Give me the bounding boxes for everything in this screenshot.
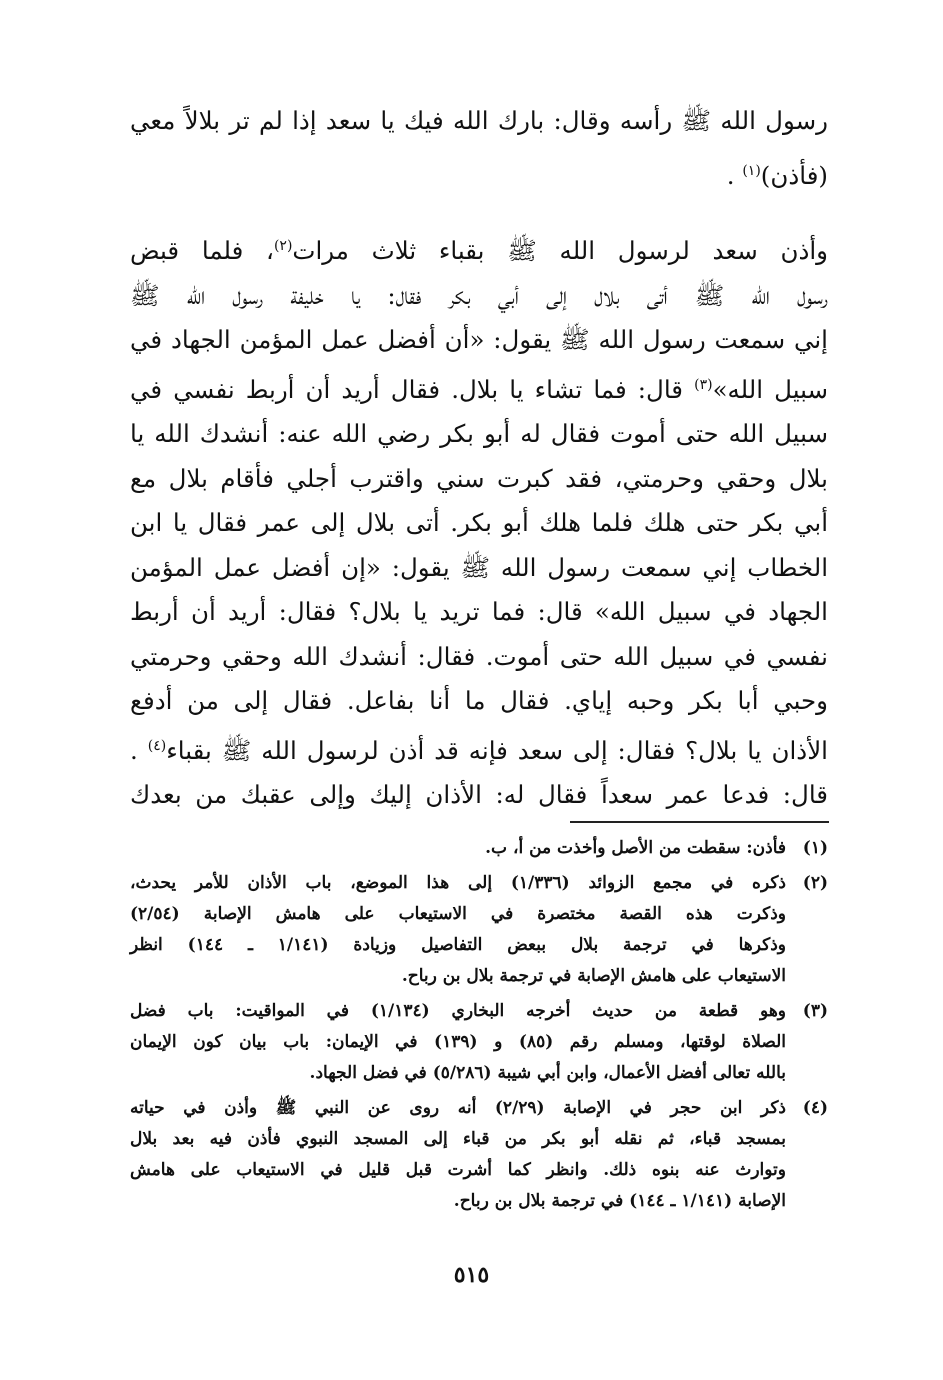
text-line: نفسي في سبيل الله حتى أموت. فقال: أنشدك الله وحقي وحرمتي: [130, 641, 828, 671]
text-line: وحبي أبا بكر وحبه إياي. فقال ما أنا بفاعل. فقال إلى من أدفع: [130, 686, 828, 716]
text-line: سبيل الله حتى أموت فقال له أبو بكر رضي الله عنه: أنشدك الله يا: [130, 419, 828, 449]
footnote-line: فأذن: سقطت من الأصل وأخذت من أ، ب.: [485, 838, 786, 858]
text-line: [130, 224, 828, 274]
text-line: الجهاد في سبيل الله» قال: فما تريد يا بلال؟ فقال: أريد أن أربط: [130, 597, 828, 627]
footnote-1: [130, 833, 828, 864]
text-line: الخطاب إني سمعت رسول الله ﷺ يقول: «إن أفضل عمل المؤمن: [130, 552, 828, 582]
footnote-line: وهو قطعة من حديث أخرجه البخاري (١/١٣٤) في المواقيت: باب فضل: [130, 1001, 786, 1021]
text-fragment: الأذان يا بلال؟ فقال: إلى سعد فإنه قد أذن لرسول الله ﷺ بقباء: [166, 735, 828, 765]
text-fragment: قال: فما تشاء يا بلال. فقال أريد أن أربط نفسي في: [130, 374, 695, 404]
opening-paragraph: [130, 96, 828, 201]
text-fragment: .: [726, 161, 735, 191]
footnote-ref: (٣): [694, 376, 713, 393]
text-line: بلال وحقي وحرمتي، فقد كبرت سني واقترب أجلي فأقام بلال مع: [130, 463, 828, 493]
text-line: رسول الله ﷺ رأسه وقال: بارك الله فيك يا سعد إذا لم تر بلالاً معي: [130, 106, 828, 135]
text-line: أبي بكر حتى هلك فلما هلك أبو بكر. أتى بلال إلى عمر فقال يا ابن: [130, 508, 828, 538]
footnote-4: [130, 1093, 828, 1217]
footnote-line: وتوارث عنه بنوه ذلك. وانظر كما أشرت قبل قليل في الاستيعاب على هامش: [130, 1160, 786, 1180]
footnote-line: ذكره في مجمع الزوائد (١/٣٣٦) إلى هذا الموضع، باب الأذان للأمر يحدث،: [130, 873, 786, 893]
text-line: إني سمعت رسول الله ﷺ يقول: «أن أفضل عمل المؤمن الجهاد في: [130, 325, 828, 355]
text-fragment: وأذن سعد لرسول الله ﷺ بقباء ثلاث مرات: [292, 236, 828, 266]
footnote-ref: (١): [742, 163, 761, 179]
footnote-2: [130, 868, 828, 992]
footnote-line: ذكر ابن حجر في الإصابة (٢/٢٩) أنه روى عن النبي ﷺ وأذن في حياته: [130, 1098, 786, 1118]
footnote-ref: (٤): [147, 737, 167, 754]
text-line: رسول الله ﷺ أتى بلال إلى أبي بكر فقال: يا خليفة رسول الله ﷺ: [130, 280, 828, 310]
footnote-line: وذكرت هذه القصة مختصرة في الاستيعاب على هامش الإصابة (٢/٥٤): [130, 904, 786, 924]
footnote-line: بالله تعالى أفضل الأعمال، وابن أبي شيبة (٥/٢٨٦) في فضل الجهاد.: [309, 1063, 786, 1083]
text-line: [130, 363, 828, 413]
text-fragment: (فأذن): [760, 161, 828, 191]
footnote-number: (٢): [802, 873, 828, 893]
footnote-line: الصلاة لوقتها، ومسلم رقم (٨٥) و (١٣٩) في الإيمان: باب بيان كون الإيمان: [130, 1032, 786, 1052]
footnote-line: الإصابة (١/١٤١ ـ ١٤٤) في ترجمة بلال بن رباح.: [453, 1191, 786, 1211]
text-line: قال: فدعا عمر سعداً فقال له: الأذان إليك وإلى عقبك من بعدك: [130, 780, 828, 810]
footnote-number: (٣): [802, 1001, 828, 1021]
footnote-line: وذكرها في ترجمة بلال ببعض التفاصيل وزيادة (١/١٤١ ـ ١٤٤) انظر: [130, 935, 786, 955]
main-paragraph: [130, 224, 828, 818]
text-fragment: .: [130, 735, 138, 765]
footnotes: [130, 833, 828, 1217]
text-fragment: ، فلما قبض: [130, 236, 274, 266]
footnote-line: بمسجد قباء، ثم نقله أبو بكر من قباء إلى المسجد النبوي فأذن فيه بعد بلال: [130, 1129, 786, 1149]
text-line: [130, 724, 828, 774]
footnote-line: الاستيعاب على هامش الإصابة في ترجمة بلال بن رباح.: [401, 966, 786, 986]
footnote-ref: (٢): [273, 238, 293, 254]
footnote-number: (١): [802, 838, 828, 858]
footnote-number: (٤): [802, 1098, 828, 1118]
footnote-divider: [570, 821, 829, 823]
text-line: [130, 146, 828, 201]
page-number: ٥١٥: [453, 1262, 490, 1288]
text-fragment: سبيل الله»: [712, 374, 829, 404]
footnote-3: [130, 996, 828, 1089]
